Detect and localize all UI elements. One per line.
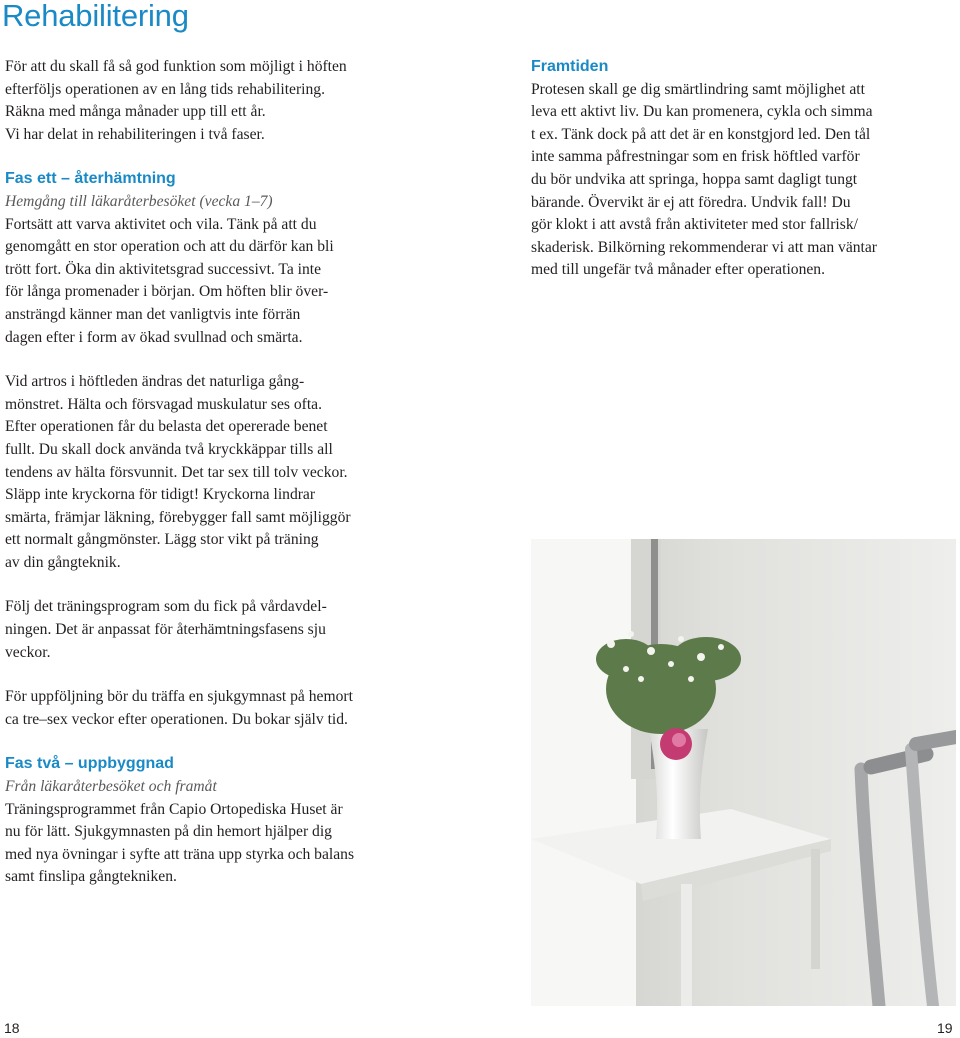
text-line: med till ungefär två månader efter operationen.	[531, 261, 825, 279]
page-title: Rehabilitering	[2, 0, 189, 33]
future-paragraph-1	[531, 79, 951, 282]
text-line: dagen efter i form av ökad svullnad och smärta.	[5, 328, 303, 346]
phase1-paragraph-2	[5, 371, 430, 574]
text-line: Fortsätt att varva aktivitet och vila. Tänk på att du	[5, 215, 317, 233]
text-line: Vid artros i höftleden ändras det naturliga gång-	[5, 373, 305, 391]
text-line: nu för lätt. Sjukgymnasten på din hemort hjälper dig	[5, 823, 332, 841]
phase1-heading: Fas ett – återhämtning	[5, 170, 176, 188]
text-line: inte samma påfrestningar som en frisk höftled varför	[531, 148, 860, 166]
text-line: För uppföljning bör du träffa en sjukgymnast på hemort	[5, 688, 353, 706]
text-line: ett normalt gångmönster. Lägg stor vikt på träning	[5, 531, 319, 549]
phase2-paragraph-1	[5, 799, 430, 889]
text-line: med nya övningar i syfte att träna upp styrka och balans	[5, 845, 355, 863]
text-line: Efter operationen får du belasta det opererade benet	[5, 418, 328, 436]
phase1-paragraph-3	[5, 596, 430, 664]
left-column	[5, 56, 430, 889]
phase1-paragraph-1	[5, 214, 430, 350]
text-line: samt finslipa gångtekniken.	[5, 868, 177, 886]
text-line: genomgått en stor operation och att du därför kan bli	[5, 238, 334, 256]
text-line: ca tre–sex veckor efter operationen. Du bokar själv tid.	[5, 710, 348, 728]
page-number-left: 18	[4, 1020, 20, 1036]
text-line: Följ det träningsprogram som du fick på vårdavdel-	[5, 598, 327, 616]
future-heading: Framtiden	[531, 58, 609, 75]
text-line: ningen. Det är anpassat för återhämtningsfasens sju	[5, 621, 326, 639]
intro-paragraph	[5, 56, 430, 146]
text-line: smärta, främjar läkning, förebygger fall samt möjliggör	[5, 508, 351, 526]
text-line: mönstret. Hälta och försvagad muskulatur ses ofta.	[5, 395, 322, 413]
text-line: Protesen skall ge dig smärtlindring samt möjlighet att	[531, 80, 865, 98]
phase1-paragraph-4	[5, 686, 430, 731]
text-line: skaderisk. Bilkörning rekommenderar vi att man väntar	[531, 238, 877, 256]
text-line: ansträngd känner man det vanligtvis inte förrän	[5, 305, 301, 323]
photo-vase-and-crutches	[531, 539, 956, 1006]
text-line: Träningsprogrammet från Capio Ortopediska Huset är	[5, 800, 343, 818]
text-line: För att du skall få så god funktion som möjligt i höften	[5, 58, 347, 75]
phase1-subheading: Hemgång till läkaråterbesöket (vecka 1–7)	[5, 192, 273, 210]
text-line: trött fort. Öka din aktivitetsgrad successivt. Ta inte	[5, 260, 322, 278]
right-column	[531, 56, 951, 282]
text-line: Vi har delat in rehabiliteringen i två faser.	[5, 125, 265, 143]
text-line: t ex. Tänk dock på att det är en konstgjord led. Den tål	[531, 125, 871, 143]
text-line: leva ett aktivt liv. Du kan promenera, cykla och simma	[531, 103, 873, 121]
text-line: tendens av hälta försvunnit. Det tar sex till tolv veckor.	[5, 463, 348, 481]
text-line: bärande. Övervikt är ej att föredra. Undvik fall! Du	[531, 193, 851, 211]
phase2-subheading: Från läkaråterbesöket och framåt	[5, 778, 217, 796]
text-line: Släpp inte kryckorna för tidigt! Kryckorna lindrar	[5, 486, 316, 504]
text-line: Räkna med många månader upp till ett år.	[5, 103, 266, 121]
text-line: gör klokt i att avstå från aktiviteter med stor fallrisk/	[531, 216, 858, 234]
text-line: veckor.	[5, 643, 51, 661]
phase2-heading: Fas två – uppbyggnad	[5, 755, 174, 773]
text-line: av din gångteknik.	[5, 553, 121, 571]
text-line: för långa promenader i början. Om höften blir över-	[5, 283, 329, 301]
text-line: fullt. Du skall dock använda två kryckkäppar tills all	[5, 440, 333, 458]
text-line: du bör undvika att springa, hoppa samt dagligt tungt	[531, 170, 858, 188]
text-line: efterföljs operationen av en lång tids rehabilitering.	[5, 80, 325, 98]
page-number-right: 19	[937, 1020, 953, 1036]
